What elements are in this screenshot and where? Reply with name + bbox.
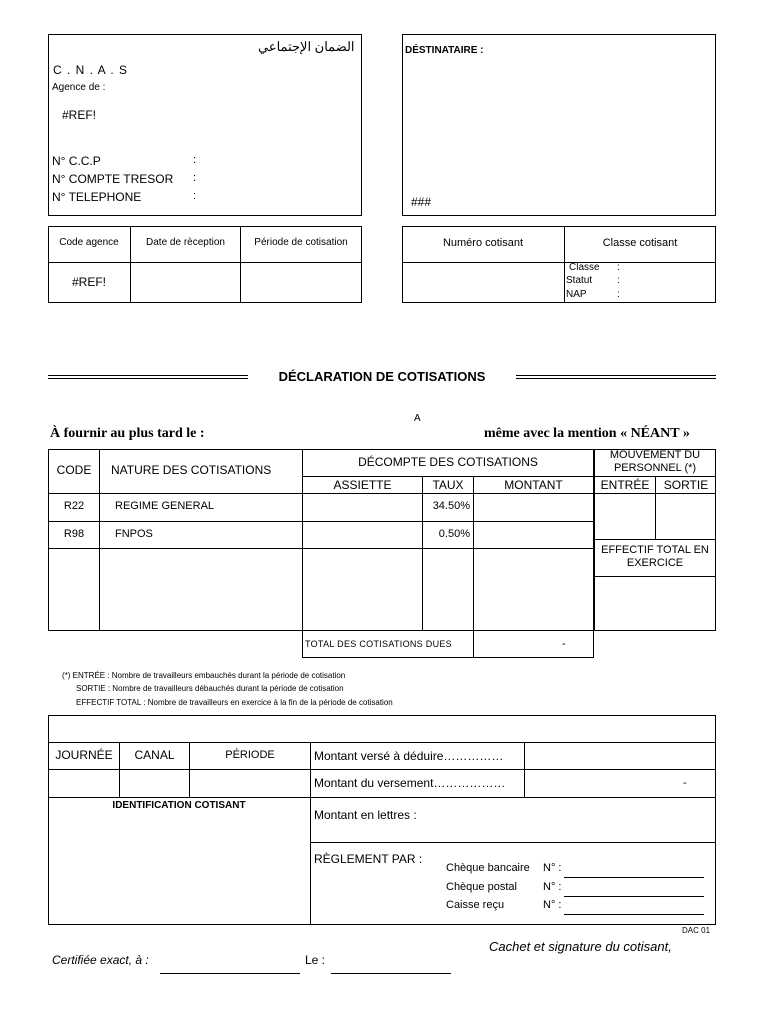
effectif-header: EFFECTIF TOTAL EN EXERCICE [601, 544, 709, 569]
row-code: R98 [63, 528, 85, 540]
assiette-header: ASSIETTE [333, 478, 392, 492]
note-effectif: EFFECTIF TOTAL : Nombre de travailleurs en exercice à la fin de la période de cotisation [76, 698, 393, 707]
page-title: DÉCLARATION DE COTISATIONS [278, 369, 486, 384]
decompte-header: DÉCOMPTE DES COTISATIONS [358, 455, 538, 469]
cheque-postal-line[interactable] [564, 896, 704, 897]
agence-label: Agence de : [52, 82, 106, 93]
telephone-label: N° TELEPHONE [52, 190, 142, 204]
periode-header: PÉRIODE [225, 749, 275, 761]
classe-label: Classe [569, 262, 600, 273]
total-value: - [562, 638, 566, 650]
le-line[interactable] [331, 973, 451, 974]
le-label: Le : [305, 953, 326, 967]
org-name: C . N . A . S [53, 63, 129, 77]
taux-header: TAUX [432, 478, 464, 492]
sender-box [48, 34, 362, 216]
numero-cotisant-header: Numéro cotisant [442, 237, 524, 249]
reglement-label: RÈGLEMENT PAR : [314, 852, 423, 866]
date-reception-header: Date de rèception [146, 237, 225, 248]
cheque-bancaire-label: Chèque bancaire [446, 862, 530, 874]
caisse-label: Caisse reçu [446, 899, 505, 911]
ccp-colon: : [193, 154, 197, 166]
montant-versement-value: - [683, 777, 687, 789]
canal-header: CANAL [134, 748, 175, 762]
nap-label: NAP [566, 289, 587, 300]
destinataire-label: DÉSTINATAIRE : [405, 45, 484, 56]
caisse-line[interactable] [564, 914, 704, 915]
statut-colon: : [617, 275, 620, 286]
recipient-box [402, 34, 716, 216]
telephone-colon: : [193, 190, 197, 202]
tresor-label: N° COMPTE TRESOR [52, 172, 174, 186]
cheque-bancaire-line[interactable] [564, 877, 704, 878]
mouvement-header: MOUVEMENT DU PERSONNEL (*) [609, 449, 701, 474]
row-taux: 34.50% [432, 500, 470, 512]
total-label: TOTAL DES COTISATIONS DUES [305, 639, 452, 649]
caisse-no: N° : [543, 899, 562, 911]
identification-label: IDENTIFICATION COTISANT [112, 800, 246, 811]
code-header: CODE [56, 463, 92, 477]
montant-lettres-label: Montant en lettres : [314, 808, 417, 822]
a-marker: A [414, 413, 421, 424]
destinataire-value: ### [411, 195, 432, 209]
entree-header: ENTRÉE [600, 478, 650, 492]
cheque-postal-label: Chèque postal [446, 881, 517, 893]
deadline-left: À fournir au plus tard le : [50, 426, 205, 441]
cheque-postal-no: N° : [543, 881, 562, 893]
journee-header: JOURNÉE [55, 748, 113, 762]
row-nature: FNPOS [115, 528, 153, 540]
note-sortie: SORTIE : Nombre de travailleurs débauchés durant la période de cotisation [76, 684, 344, 693]
title-rule-right [516, 375, 716, 379]
statut-label: Statut [566, 275, 593, 286]
montant-deduire-label: Montant versé à déduire…………… [314, 749, 504, 763]
cachet-label: Cachet et signature du cotisant, [489, 939, 672, 954]
deadline-right: même avec la mention « NÉANT » [484, 426, 690, 441]
row-code: R22 [63, 500, 85, 512]
agence-value: #REF! [62, 108, 97, 122]
certifiee-label: Certifiée exact, à : [52, 953, 149, 967]
tresor-colon: : [193, 172, 197, 184]
row-taux: 0.50% [438, 528, 470, 540]
title-rule-left [48, 375, 248, 379]
montant-header: MONTANT [504, 478, 563, 492]
nature-header: NATURE DES COTISATIONS [111, 463, 272, 477]
periode-cotisation-header: Période de cotisation [254, 237, 348, 248]
nap-colon: : [617, 289, 620, 300]
certifiee-line[interactable] [160, 973, 300, 974]
classe-cotisant-header: Classe cotisant [602, 237, 678, 249]
classe-colon: : [617, 262, 620, 273]
code-agence-value: #REF! [71, 275, 106, 289]
code-agence-header: Code agence [59, 237, 119, 248]
cheque-bancaire-no: N° : [543, 862, 562, 874]
ccp-label: N° C.C.P [52, 154, 101, 168]
row-nature: REGIME GENERAL [115, 500, 215, 512]
arabic-title: الضمان الإجتماعي [258, 39, 355, 54]
montant-versement-label: Montant du versement……………… [314, 776, 506, 790]
sortie-header: SORTIE [663, 478, 709, 492]
note-entree: (*) ENTRÉE : Nombre de travailleurs embauchés durant la période de cotisation [62, 671, 346, 680]
form-code: DAC 01 [682, 926, 711, 935]
